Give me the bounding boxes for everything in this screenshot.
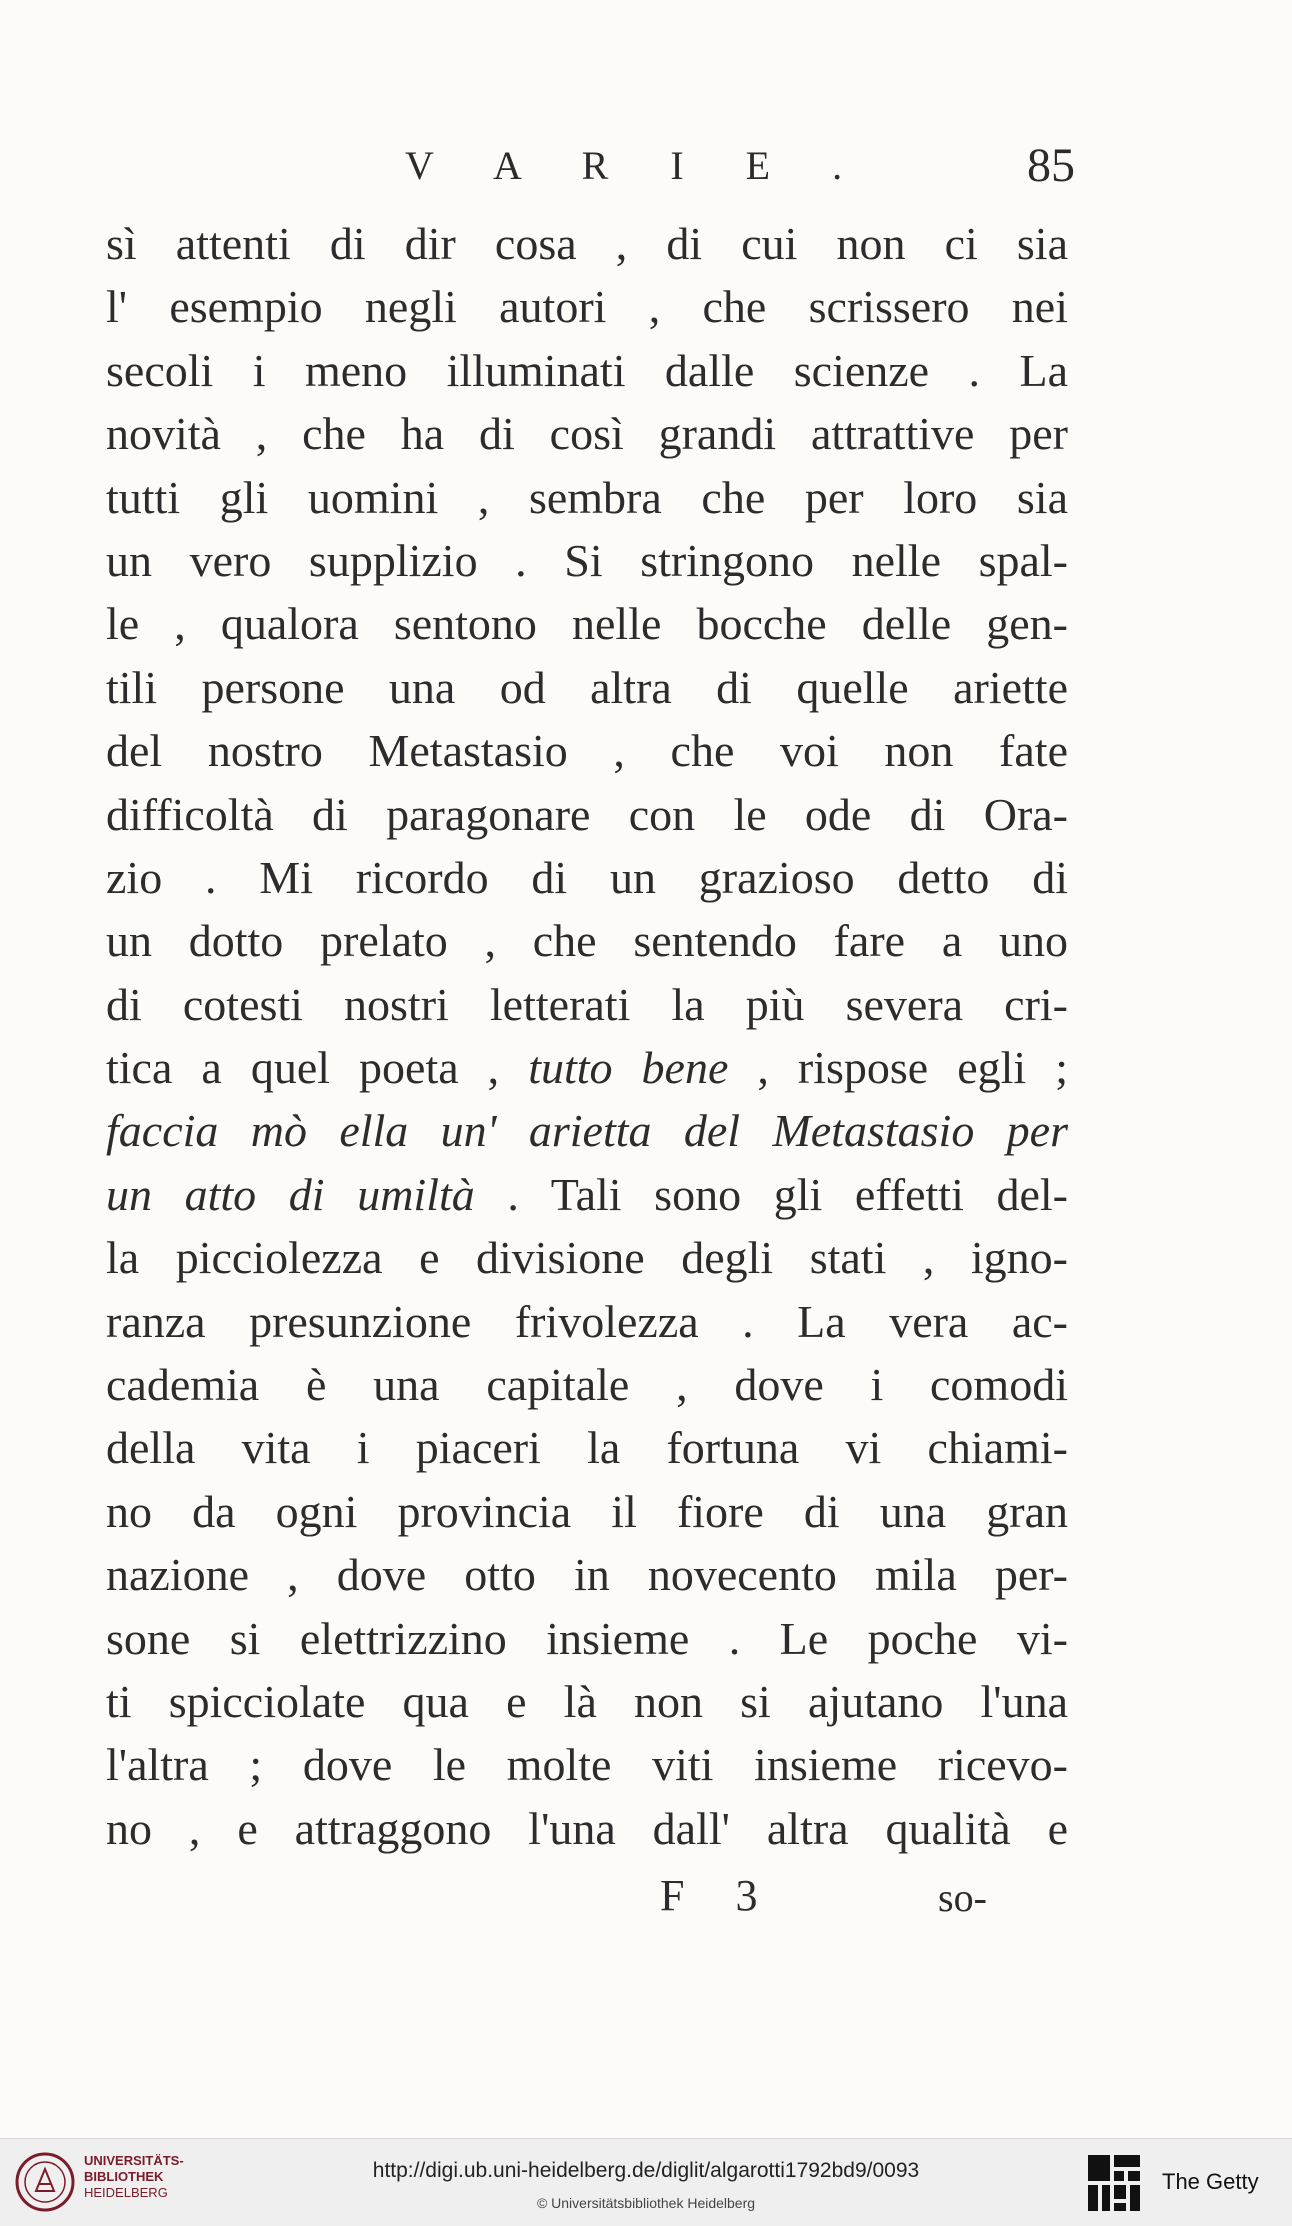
text-line [106,1733,1068,1796]
text-segment: tutti gli uomini , sembra che per loro sia [106,471,1068,523]
permalink-url[interactable]: http://digi.ub.uni-heidelberg.de/diglit/algarotti1792bd9/0093 [372,2159,920,2182]
italic-text: un atto di umiltà [106,1168,475,1220]
text-line [106,339,1068,402]
text-line [106,973,1068,1036]
text-line [106,1607,1068,1670]
text-segment: un vero supplizio . Si stringono nelle spal- [106,534,1068,586]
text-line [106,1480,1068,1543]
text-segment: zio . Mi ricordo di un grazioso detto di [106,851,1068,903]
page-number: 85 [1027,139,1075,192]
text-line [106,1226,1068,1289]
text-segment: tili persone una od altra di quelle ariette [106,661,1068,713]
text-line [106,1353,1068,1416]
text-segment: ranza presunzione frivolezza . La vera ac- [106,1295,1068,1347]
text-segment: novità , che ha di così grandi attrattive per [106,408,1068,460]
text-segment: di cotesti nostri letterati la più severa cri- [106,978,1068,1030]
text-segment: tica a quel poeta , [106,1042,529,1094]
text-segment: cademia è una capitale , dove i comodi [106,1359,1068,1411]
text-line [106,592,1068,655]
text-line [106,1163,1068,1226]
text-segment: le , qualora sentono nelle bocche delle gen- [106,598,1068,650]
text-segment: nazione , dove otto in novecento mila per- [106,1549,1068,1601]
text-line [106,719,1068,782]
text-line [106,1543,1068,1606]
text-line [106,529,1068,592]
text-line [106,783,1068,846]
text-segment: sone si elettrizzino insieme . Le poche vi- [106,1612,1068,1664]
text-segment: l'altra ; dove le molte viti insieme ricevo- [106,1739,1068,1791]
text-line [106,1290,1068,1353]
text-segment: secoli i meno illuminati dalle scienze . La [106,344,1068,396]
text-segment: no , e attraggono l'una dall' altra qualità e [106,1802,1068,1854]
text-segment: un dotto prelato , che sentendo fare a uno [106,915,1068,967]
text-line [106,909,1068,972]
text-line [106,402,1068,465]
text-line [106,466,1068,529]
text-line [106,1416,1068,1479]
text-line [106,1036,1068,1099]
text-line [106,275,1068,338]
signature-mark: F 3 [660,1871,778,1920]
text-segment: difficoltà di paragonare con le ode di Ora- [106,788,1068,840]
running-head [405,139,1085,202]
catchword: so- [938,1875,987,1920]
text-line [106,212,1068,275]
running-title: V A R I E . [405,143,869,188]
text-line [106,1670,1068,1733]
text-segment: l' esempio negli autori , che scrissero nei [106,281,1068,333]
text-segment: , rispose egli ; [728,1042,1068,1094]
text-segment: no da ogni provincia il fiore di una gran [106,1485,1068,1537]
text-segment: sì attenti di dir cosa , di cui non ci sia [106,218,1068,269]
copyright-notice: © Universitätsbibliothek Heidelberg [536,2195,756,2211]
italic-text: tutto bene [528,1042,729,1094]
italic-text: faccia mò ella un' arietta del Metastasio per [106,1105,1068,1157]
getty-logo-icon [1086,2153,1142,2213]
text-segment: . Tali sono gli effetti del- [474,1168,1068,1220]
text-line [106,656,1068,719]
body-text [106,212,1068,1860]
text-line [106,1797,1068,1860]
text-segment: della vita i piaceri la fortuna vi chiami- [106,1422,1068,1474]
institution-name: UNIVERSITÄTS- BIBLIOTHEK HEIDELBERG [84,2153,184,2200]
footer-bar [0,2138,1292,2226]
text-line [106,1099,1068,1162]
text-segment: del nostro Metastasio , che voi non fate [106,725,1068,777]
text-segment: la picciolezza e divisione degli stati , igno- [106,1232,1068,1284]
text-segment: ti spicciolate qua e là non si ajutano l'una [106,1675,1068,1727]
getty-name: The Getty [1162,2169,1259,2194]
text-line [106,846,1068,909]
